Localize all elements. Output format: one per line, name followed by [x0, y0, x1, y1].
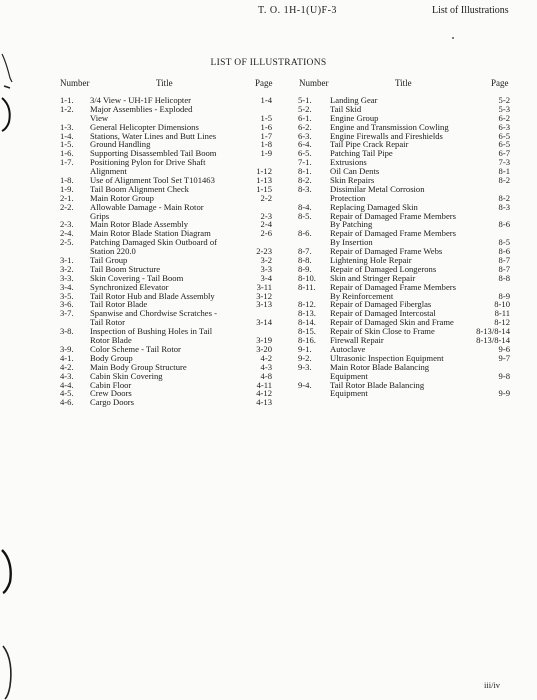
figure-number: 9-3.	[298, 361, 312, 372]
figure-title: Supporting Disassembled Tail Boom	[90, 148, 217, 159]
figure-title: Synchronized Elevator	[90, 281, 169, 292]
figure-title: View	[90, 112, 109, 123]
figure-number: 1-4.	[60, 130, 74, 141]
figure-number: 9-4.	[298, 379, 312, 390]
figure-page: 5-3	[498, 103, 510, 114]
left-number-header: Number	[60, 78, 90, 88]
figure-page: 8-6	[498, 246, 510, 257]
figure-title: Skin and Stringer Repair	[330, 272, 416, 283]
figure-number: 3-8.	[60, 326, 74, 337]
figure-title: General Helicopter Dimensions	[90, 121, 199, 132]
figure-page: 4-12	[256, 388, 272, 399]
figure-title: Tail Rotor	[90, 317, 125, 328]
binder-hole-mark	[0, 96, 14, 132]
figure-number: 9-2.	[298, 352, 312, 363]
figure-title: Crew Doors	[90, 388, 132, 399]
figure-number: 3-3.	[60, 272, 74, 283]
right-illustration-list	[298, 96, 510, 398]
figure-number: 4-1.	[60, 352, 74, 363]
figure-page: 8-13/8-14	[476, 335, 510, 346]
figure-number: 2-2.	[60, 201, 74, 212]
figure-title: Patching Tail Pipe	[330, 148, 393, 159]
figure-title: Grips	[90, 210, 110, 221]
figure-title: Repair of Damaged Skin and Frame	[330, 317, 454, 328]
figure-title: Positioning Pylon for Drive Shaft	[90, 157, 206, 168]
figure-title: Dissimilar Metal Corrosion	[330, 183, 425, 194]
figure-number: 1-7.	[60, 157, 74, 168]
figure-number: 8-15.	[298, 326, 316, 337]
figure-title: Repair of Damaged Frame Members	[330, 281, 456, 292]
technical-order-number: T. O. 1H-1(U)F-3	[258, 5, 337, 16]
figure-title: Main Rotor Blade Station Diagram	[90, 228, 211, 239]
figure-page: 5-2	[498, 95, 510, 105]
figure-title: Major Assemblies - Exploded	[90, 103, 193, 114]
figure-page: 8-12	[494, 317, 510, 328]
figure-title: Ultrasonic Inspection Equipment	[330, 352, 444, 363]
figure-page: 8-7	[498, 255, 510, 266]
figure-number: 2-5.	[60, 237, 74, 248]
list-item	[60, 398, 276, 407]
figure-number: 2-3.	[60, 219, 74, 230]
figure-page: 1-5	[260, 112, 272, 123]
figure-number: 8-16.	[298, 335, 316, 346]
figure-title: Lightening Hole Repair	[330, 255, 412, 266]
figure-title: Engine Group	[330, 112, 379, 123]
figure-number: 8-14.	[298, 317, 316, 328]
figure-number: 8-11.	[298, 281, 316, 292]
figure-title: Landing Gear	[330, 95, 378, 105]
figure-number: 4-5.	[60, 388, 74, 399]
binder-hole-mark	[0, 644, 14, 700]
right-title-header: Title	[395, 78, 412, 88]
figure-page: 3-14	[256, 317, 272, 328]
right-number-header: Number	[299, 78, 329, 88]
figure-page: 8-6	[498, 219, 510, 230]
figure-number: 3-9.	[60, 343, 74, 354]
figure-page: 4-8	[260, 370, 272, 381]
figure-title: Oil Can Dents	[330, 166, 380, 177]
figure-title: Repair of Damaged Frame Webs	[330, 246, 443, 257]
figure-title: Patching Damaged Skin Outboard of	[90, 237, 217, 248]
figure-number: 8-7.	[298, 246, 312, 257]
figure-number: 8-6.	[298, 228, 312, 239]
figure-page: 3-2	[260, 255, 272, 266]
speck-mark	[452, 37, 454, 39]
figure-title: By Reinforcement	[330, 290, 394, 301]
figure-number: 4-3.	[60, 370, 74, 381]
figure-title: Cabin Skin Covering	[90, 370, 163, 381]
figure-number: 6-3.	[298, 130, 312, 141]
figure-title: Alignment	[90, 166, 127, 177]
figure-number: 8-10.	[298, 272, 316, 283]
figure-page: 2-4	[260, 219, 272, 230]
figure-page: 9-7	[498, 352, 510, 363]
figure-page: 9-9	[498, 388, 510, 399]
figure-number: 1-2.	[60, 103, 74, 114]
figure-number: 8-3.	[298, 183, 312, 194]
figure-page: 6-5	[498, 139, 510, 150]
figure-page: 2-23	[256, 246, 272, 257]
figure-title: Repair of Damaged Longerons	[330, 263, 437, 274]
figure-number: 4-4.	[60, 379, 74, 390]
figure-page: 8-11	[494, 308, 510, 319]
figure-page: 4-11	[256, 379, 272, 390]
figure-page: 8-3	[498, 201, 510, 212]
figure-page: 4-13	[256, 397, 272, 408]
figure-number: 1-8.	[60, 175, 74, 186]
figure-page: 8-2	[498, 175, 510, 186]
figure-page: 8-5	[498, 237, 510, 248]
figure-title: Main Rotor Blade Balancing	[330, 361, 430, 372]
figure-number: 5-2.	[298, 103, 312, 114]
figure-title: By Insertion	[330, 237, 373, 248]
figure-number: 3-7.	[60, 308, 74, 319]
figure-number: 3-4.	[60, 281, 74, 292]
figure-number: 4-2.	[60, 361, 74, 372]
figure-number: 2-1.	[60, 192, 74, 203]
figure-title: Main Rotor Blade Assembly	[90, 219, 189, 230]
figure-title: By Patching	[330, 219, 373, 230]
figure-number: 4-6.	[60, 397, 74, 408]
list-item	[298, 389, 510, 398]
figure-page: 1-7	[260, 130, 272, 141]
section-title: List of Illustrations	[432, 5, 509, 16]
figure-page: 2-6	[260, 228, 272, 239]
left-illustration-list	[60, 96, 276, 407]
figure-page: 6-2	[498, 112, 510, 123]
figure-number: 8-13.	[298, 308, 316, 319]
figure-title: Tail Group	[90, 255, 128, 266]
figure-page: 3-12	[256, 290, 272, 301]
figure-title: Tail Rotor Blade Balancing	[330, 379, 425, 390]
figure-number: 1-5.	[60, 139, 74, 150]
figure-page: 8-8	[498, 272, 510, 283]
figure-page: 3-19	[256, 335, 272, 346]
binder-hole-mark	[0, 548, 14, 594]
figure-title: Ground Handling	[90, 139, 151, 150]
figure-number: 6-4.	[298, 139, 312, 150]
figure-title: Tail Boom Alignment Check	[90, 183, 189, 194]
figure-page: 1-9	[260, 148, 272, 159]
figure-number: 8-12.	[298, 299, 316, 310]
figure-title: Repair of Damaged Intercostal	[330, 308, 436, 319]
figure-title: Tail Skid	[330, 103, 362, 114]
figure-title: Repair of Damaged Fiberglas	[330, 299, 432, 310]
figure-title: Stations, Water Lines and Butt Lines	[90, 130, 217, 141]
figure-page: 9-6	[498, 343, 510, 354]
figure-title: Firewall Repair	[330, 335, 384, 346]
figure-page: 6-3	[498, 121, 510, 132]
figure-page: 6-7	[498, 148, 510, 159]
figure-title: Replacing Damaged Skin	[330, 201, 418, 212]
figure-page: 2-2	[260, 192, 272, 203]
figure-title: Inspection of Bushing Holes in Tail	[90, 326, 213, 337]
figure-number: 3-5.	[60, 290, 74, 301]
figure-title: Allowable Damage - Main Rotor	[90, 201, 204, 212]
figure-page: 4-2	[260, 352, 272, 363]
figure-page: 1-13	[256, 175, 272, 186]
figure-page: 1-12	[256, 166, 272, 177]
figure-title: Engine and Transmission Cowling	[330, 121, 449, 132]
figure-page: 3-20	[256, 343, 272, 354]
figure-title: Cabin Floor	[90, 379, 132, 390]
figure-number: 1-9.	[60, 183, 74, 194]
figure-page: 1-6	[260, 121, 272, 132]
figure-number: 8-4.	[298, 201, 312, 212]
figure-page: 1-4	[260, 95, 272, 105]
figure-page: 8-10	[494, 299, 510, 310]
figure-title: Rotor Blade	[90, 335, 132, 346]
figure-number: 1-6.	[60, 148, 74, 159]
figure-page: 3-4	[260, 272, 272, 283]
figure-title: Engine Firewalls and Fireshields	[330, 130, 443, 141]
figure-number: 8-9.	[298, 263, 312, 274]
figure-number: 9-1.	[298, 343, 312, 354]
figure-page: 8-7	[498, 263, 510, 274]
figure-page: 2-3	[260, 210, 272, 221]
figure-title: Equipment	[330, 370, 368, 381]
figure-title: Spanwise and Chordwise Scratches -	[90, 308, 217, 319]
figure-page: 3-3	[260, 263, 272, 274]
figure-title: Repair of Damaged Frame Members	[330, 210, 456, 221]
figure-page: 7-3	[498, 157, 510, 168]
figure-page: 8-1	[498, 166, 510, 177]
figure-page: 8-9	[498, 290, 510, 301]
figure-number: 8-1.	[298, 166, 312, 177]
figure-title: Extrusions	[330, 157, 367, 168]
figure-title: Skin Covering - Tail Boom	[90, 272, 184, 283]
figure-page: 8-2	[498, 192, 510, 203]
figure-number: 8-2.	[298, 175, 312, 186]
figure-page: 4-3	[260, 361, 272, 372]
figure-title: Cargo Doors	[90, 397, 135, 408]
figure-number: 2-4.	[60, 228, 74, 239]
figure-title: Repair of Skin Close to Frame	[330, 326, 435, 337]
figure-number: 3-2.	[60, 263, 74, 274]
figure-title: Equipment	[330, 388, 368, 399]
figure-title: Station 220.0	[90, 246, 136, 257]
figure-number: 8-8.	[298, 255, 312, 266]
figure-number: 6-2.	[298, 121, 312, 132]
figure-number: 3-1.	[60, 255, 74, 266]
figure-title: Main Body Group Structure	[90, 361, 187, 372]
figure-number: 1-3.	[60, 121, 74, 132]
right-page-header: Page	[491, 78, 509, 88]
figure-title: Tail Boom Structure	[90, 263, 161, 274]
figure-page: 1-8	[260, 139, 272, 150]
figure-page: 3-13	[256, 299, 272, 310]
figure-title: 3/4 View - UH-1F Helicopter	[90, 95, 191, 105]
figure-page: 9-8	[498, 370, 510, 381]
left-title-header: Title	[156, 78, 173, 88]
figure-page: 8-13/8-14	[476, 326, 510, 337]
list-title: LIST OF ILLUSTRATIONS	[210, 58, 327, 68]
figure-title: Color Scheme - Tail Rotor	[90, 343, 181, 354]
figure-number: 5-1.	[298, 95, 312, 105]
figure-title: Skin Repairs	[330, 175, 375, 186]
figure-title: Tail Rotor Blade	[90, 299, 148, 310]
figure-title: Body Group	[90, 352, 133, 363]
figure-title: Tail Pipe Crack Repair	[330, 139, 409, 150]
figure-title: Main Rotor Group	[90, 192, 154, 203]
figure-page: 6-5	[498, 130, 510, 141]
figure-page: 1-15	[256, 183, 272, 194]
figure-number: 7-1.	[298, 157, 312, 168]
page-number: iii/iv	[484, 680, 501, 690]
left-page-header: Page	[255, 78, 273, 88]
figure-title: Autoclave	[330, 343, 366, 354]
figure-title: Tail Rotor Hub and Blade Assembly	[90, 290, 215, 301]
figure-number: 3-6.	[60, 299, 74, 310]
figure-number: 6-5.	[298, 148, 312, 159]
figure-title: Use of Alignment Tool Set T101463	[90, 175, 215, 186]
figure-number: 6-1.	[298, 112, 312, 123]
figure-title: Protection	[330, 192, 366, 203]
figure-number: 1-1.	[60, 95, 74, 105]
figure-title: Repair of Damaged Frame Members	[330, 228, 456, 239]
figure-number: 8-5.	[298, 210, 312, 221]
figure-page: 3-11	[256, 281, 272, 292]
